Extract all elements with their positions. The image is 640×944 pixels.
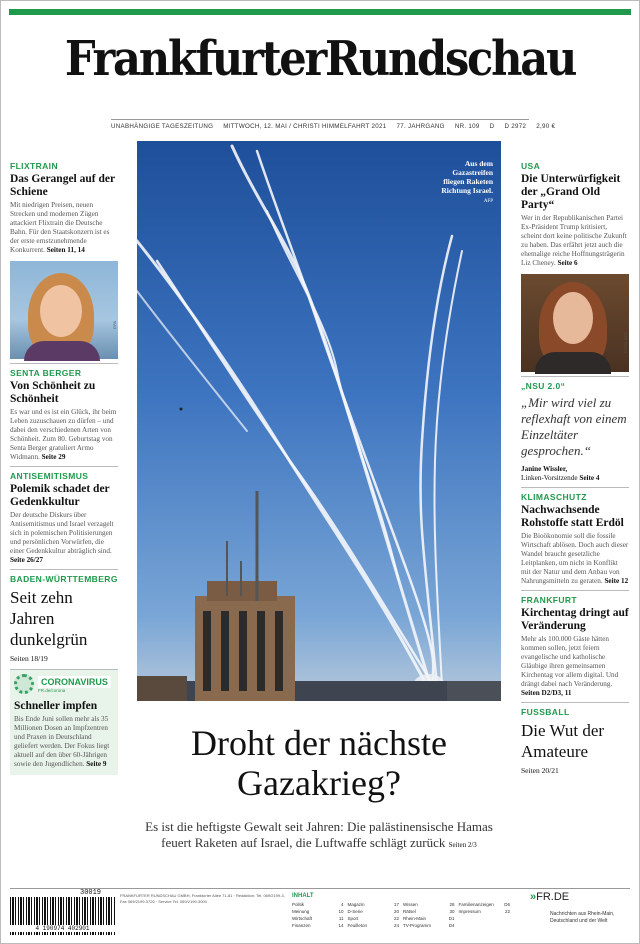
dateline-part: 77. JAHRGANG (396, 123, 445, 130)
toc-page: 20 (393, 909, 399, 914)
page-ref: Seiten 11, 14 (46, 246, 85, 254)
toc-page: D6 (504, 902, 510, 907)
toc-page: D1 (448, 916, 455, 921)
toc-item[interactable] (292, 922, 344, 929)
masthead: FrankfurterRundschau (64, 31, 576, 87)
teaser-body: Mit niedrigen Preisen, neuen Strecken und modernen Zügen attackiert Flixtrain die Deutsche Bahn. Für den Staatskonzern ist es der erste ernstzunehmende Konkurrent. Seiten 11, 14 (10, 201, 110, 254)
corona-title: CORONAVIRUS (38, 676, 111, 688)
kicker: BADEN-WÜRTTEMBERG (10, 574, 118, 584)
dateline-part: D 2972 (504, 123, 527, 130)
dateline (111, 119, 556, 133)
toc-page: 22 (393, 916, 399, 921)
barcode-issue: 30019 (80, 889, 102, 897)
teaser-body: Es war und es ist ein Glück, ihr beim Leben zuzuschauen zu dürfen – und dabei den verschiedenen Arten von Schönheit. Zum 80. Geburtstag von Senta Berger gratuliert Armo Widmann. Seite 29 (10, 408, 117, 461)
toc-item[interactable] (403, 915, 455, 922)
photo-senta-berger (10, 261, 118, 359)
toc-section: Wirtschaft (292, 916, 313, 921)
teaser-antisemitismus[interactable] (10, 471, 118, 565)
kicker: USA (521, 161, 541, 171)
toc-section: Politik (292, 902, 305, 907)
toc-item[interactable] (348, 901, 400, 908)
toc-page: 22 (504, 909, 510, 914)
toc-item[interactable] (459, 908, 511, 915)
toc-section: Rätsel (403, 909, 416, 914)
page-ref: Seite 4 (579, 474, 600, 482)
toc-section: TV-Programm (403, 923, 432, 928)
teaser-body: Die Bioökonomie soll die fossile Wirtschaft ablösen. Doch auch dieser Wandel braucht gesetzliche Leitplanken, um nicht in Konflikt mit der Natur und dem Anbau von Nahrungsmitteln zu geraten. Seite 12 (521, 532, 629, 585)
kicker: „NSU 2.0“ (521, 381, 566, 391)
teaser-baden-wuerttemberg[interactable] (10, 574, 118, 663)
divider (10, 569, 118, 570)
kicker: SENTA BERGER (10, 368, 82, 378)
headline: Kirchentag dringt auf Veränderung (521, 607, 629, 632)
headline: Das Gerangel auf der Schiene (10, 173, 115, 198)
hero-photo-rockets (137, 141, 501, 701)
teaser-body: Mehr als 100.000 Gäste hätten kommen sollen, jetzt feiern evangelische und katholische Gläubige ihren gemeinsamen Kirchentag vor allem digital. Und drängt dabei nach Veränderung. Seiten D2/D3, 11 (521, 635, 619, 697)
toc-item[interactable] (348, 922, 400, 929)
photo-caption: Aus dem Gazastreifen fliegen Raketen Richtung Israel. AFP (433, 159, 493, 206)
toc-item[interactable] (292, 908, 344, 915)
headline: Die Wut der Amateure (521, 721, 605, 761)
toc-page: 4 (340, 902, 344, 907)
kicker: KLIMASCHUTZ (521, 492, 587, 502)
toc-item[interactable] (348, 908, 400, 915)
virus-icon (14, 674, 34, 694)
photo-agency: AFP (483, 199, 493, 204)
dateline-part: 2,90 € (536, 123, 556, 130)
page-ref: Seiten 2/3 (448, 841, 477, 849)
toc-item[interactable] (348, 915, 400, 922)
toc-section: Wissen (403, 902, 418, 907)
toc-label: INHALT (292, 893, 314, 899)
page-ref: Seite 9 (86, 760, 107, 768)
teaser-flixtrain[interactable] (10, 161, 118, 255)
dateline-part: D (489, 123, 495, 130)
toc-item[interactable] (459, 901, 511, 908)
toc-section: Rhein-Main (403, 916, 427, 921)
teaser-senta-berger[interactable] (10, 368, 118, 462)
page-ref: Seite 29 (41, 453, 66, 461)
imprint: FRANKFURTER RUNDSCHAU GMBH, Frankfurter Allee 71-81 · Redaktion: Tel. 069/2199-3, Fax 069/2199-3720 · Service Tel. 069/2199-3000 (120, 893, 285, 904)
toc-item[interactable] (292, 901, 344, 908)
page-ref: Seiten D2/D3, 11 (521, 689, 572, 697)
page-ref: Seite 12 (604, 577, 629, 585)
toc-item[interactable] (403, 922, 455, 929)
toc-page: 11 (338, 916, 344, 921)
dateline-part: NR. 109 (454, 123, 480, 130)
teaser-usa[interactable] (521, 161, 629, 268)
toc-page: 30 (449, 909, 455, 914)
photo-credit: DPA (112, 321, 117, 329)
toc-item[interactable] (292, 915, 344, 922)
quote-author: Janine Wissler, Linken-Vorsitzende Seite 4 (521, 465, 600, 482)
teaser-fussball[interactable] (521, 707, 629, 775)
shoulders-shape (24, 341, 100, 361)
kicker: FUSSBALL (521, 707, 570, 717)
toc-page: 14 (338, 923, 344, 928)
headline: Von Schönheit zu Schönheit (10, 380, 96, 405)
teaser-klimaschutz[interactable] (521, 492, 629, 586)
toc-section: Feuilleton (347, 923, 368, 928)
toc-section: Impressum (458, 909, 481, 914)
page-ref: Seiten 18/19 (10, 654, 48, 663)
page-ref: Seite 6 (557, 259, 578, 267)
headline: Seit zehn Jahren dunkelgrün (10, 588, 88, 649)
page-ref: Seiten 20/21 (521, 766, 559, 775)
headline: Nachwachsende Rohstoffe statt Erdöl (521, 504, 624, 529)
toc-page: 17 (393, 902, 399, 907)
headline: Polemik schadet der Gedenkkultur (10, 483, 110, 508)
corona-label (14, 674, 114, 694)
divider (521, 590, 629, 591)
right-column (521, 161, 629, 775)
footer (10, 888, 630, 938)
toc-section: D-Serie (347, 909, 363, 914)
quote: „Mir wird viel zu reflexhaft von einem Einzeltäter gesprochen.“ (521, 395, 627, 458)
rocket-trails-illustration (137, 141, 501, 701)
toc-page: 24 (393, 923, 399, 928)
face-shape (553, 292, 593, 344)
lead-subheadline: Es ist die heftigste Gewalt seit Jahren: Die palästinensische Hamas feuert Raketen auf Israel, die Luftwaffe schlägt zurück Seiten 2/3 (145, 819, 493, 850)
lead-headline[interactable]: Droht der nächste Gazakrieg? (191, 723, 447, 803)
dateline-part: MITTWOCH, 12. MAI / CHRISTI HIMMELFAHRT 2021 (223, 123, 387, 130)
teaser-frankfurt[interactable] (521, 595, 629, 698)
divider (521, 487, 629, 488)
green-top-bar (9, 9, 631, 15)
headline: Schneller impfen (14, 700, 98, 712)
table-of-contents (292, 901, 510, 929)
toc-item[interactable] (403, 901, 455, 908)
photo-credit: FOTO: DPA (623, 332, 628, 354)
toc-section: Finanzen (292, 923, 311, 928)
divider (10, 363, 118, 364)
barcode-number: 4 190974 402901 (10, 925, 115, 932)
fr-de-logo[interactable]: »FR.DE (530, 891, 570, 903)
arrow-icon: » (530, 891, 537, 903)
toc-section: Sport (347, 916, 359, 921)
toc-page: 10 (338, 909, 344, 914)
toc-item[interactable] (403, 908, 455, 915)
headline: Die Unterwürfigkeit der „Grand Old Party“ (521, 173, 621, 211)
teaser-nsu[interactable] (521, 381, 629, 483)
toc-section: Meinung (292, 909, 310, 914)
teaser-body: Wer in der Republikanischen Partei Ex-Präsident Trump kritisiert, scheint dort keine politische Zukunft zu haben. Das erfährt jetzt auch die ehemalige reiche Hoffnungsträgerin Liz Cheney. Seite 6 (521, 214, 627, 267)
divider (10, 466, 118, 467)
corona-sublabel: FR.de/corona (38, 687, 66, 693)
dateline-part: UNABHÄNGIGE TAGESZEITUNG (111, 123, 214, 130)
fr-de-tagline: Nachrichten aus Rhein-Main, Deutschland und der Welt (550, 911, 615, 924)
kicker: ANTISEMITISMUS (10, 471, 89, 481)
toc-page: 28 (449, 902, 455, 907)
divider (521, 702, 629, 703)
shoulders-shape (535, 352, 611, 374)
teaser-coronavirus[interactable] (10, 669, 118, 775)
toc-section: Magazin (347, 902, 365, 907)
left-column (10, 161, 118, 775)
kicker: FLIXTRAIN (10, 161, 58, 171)
teaser-body: Bis Ende Juni sollen mehr als 35 Millionen Dosen an Impfzentren und Praxen in Deutschland geliefert werden. Der Fokus liegt aktuell auf den über 60-Jährigen sowie den Jugendlichen. Seite 9 (14, 715, 110, 768)
photo-janine-wissler (521, 274, 629, 372)
kicker: FRANKFURT (521, 595, 578, 605)
page-ref: Seite 26/27 (10, 556, 43, 564)
teaser-body: Der deutsche Diskurs über Antisemitismus und Israel verzagelt sich in polemischen Politisierungen und persönlichen Vorwürfen, die einer Gedenkkultur abträglich sind. Seite 26/27 (10, 511, 114, 564)
face-shape (40, 285, 82, 337)
divider (521, 376, 629, 377)
toc-section: Familienanzeigen (458, 902, 494, 907)
toc-page: D4 (448, 923, 455, 928)
